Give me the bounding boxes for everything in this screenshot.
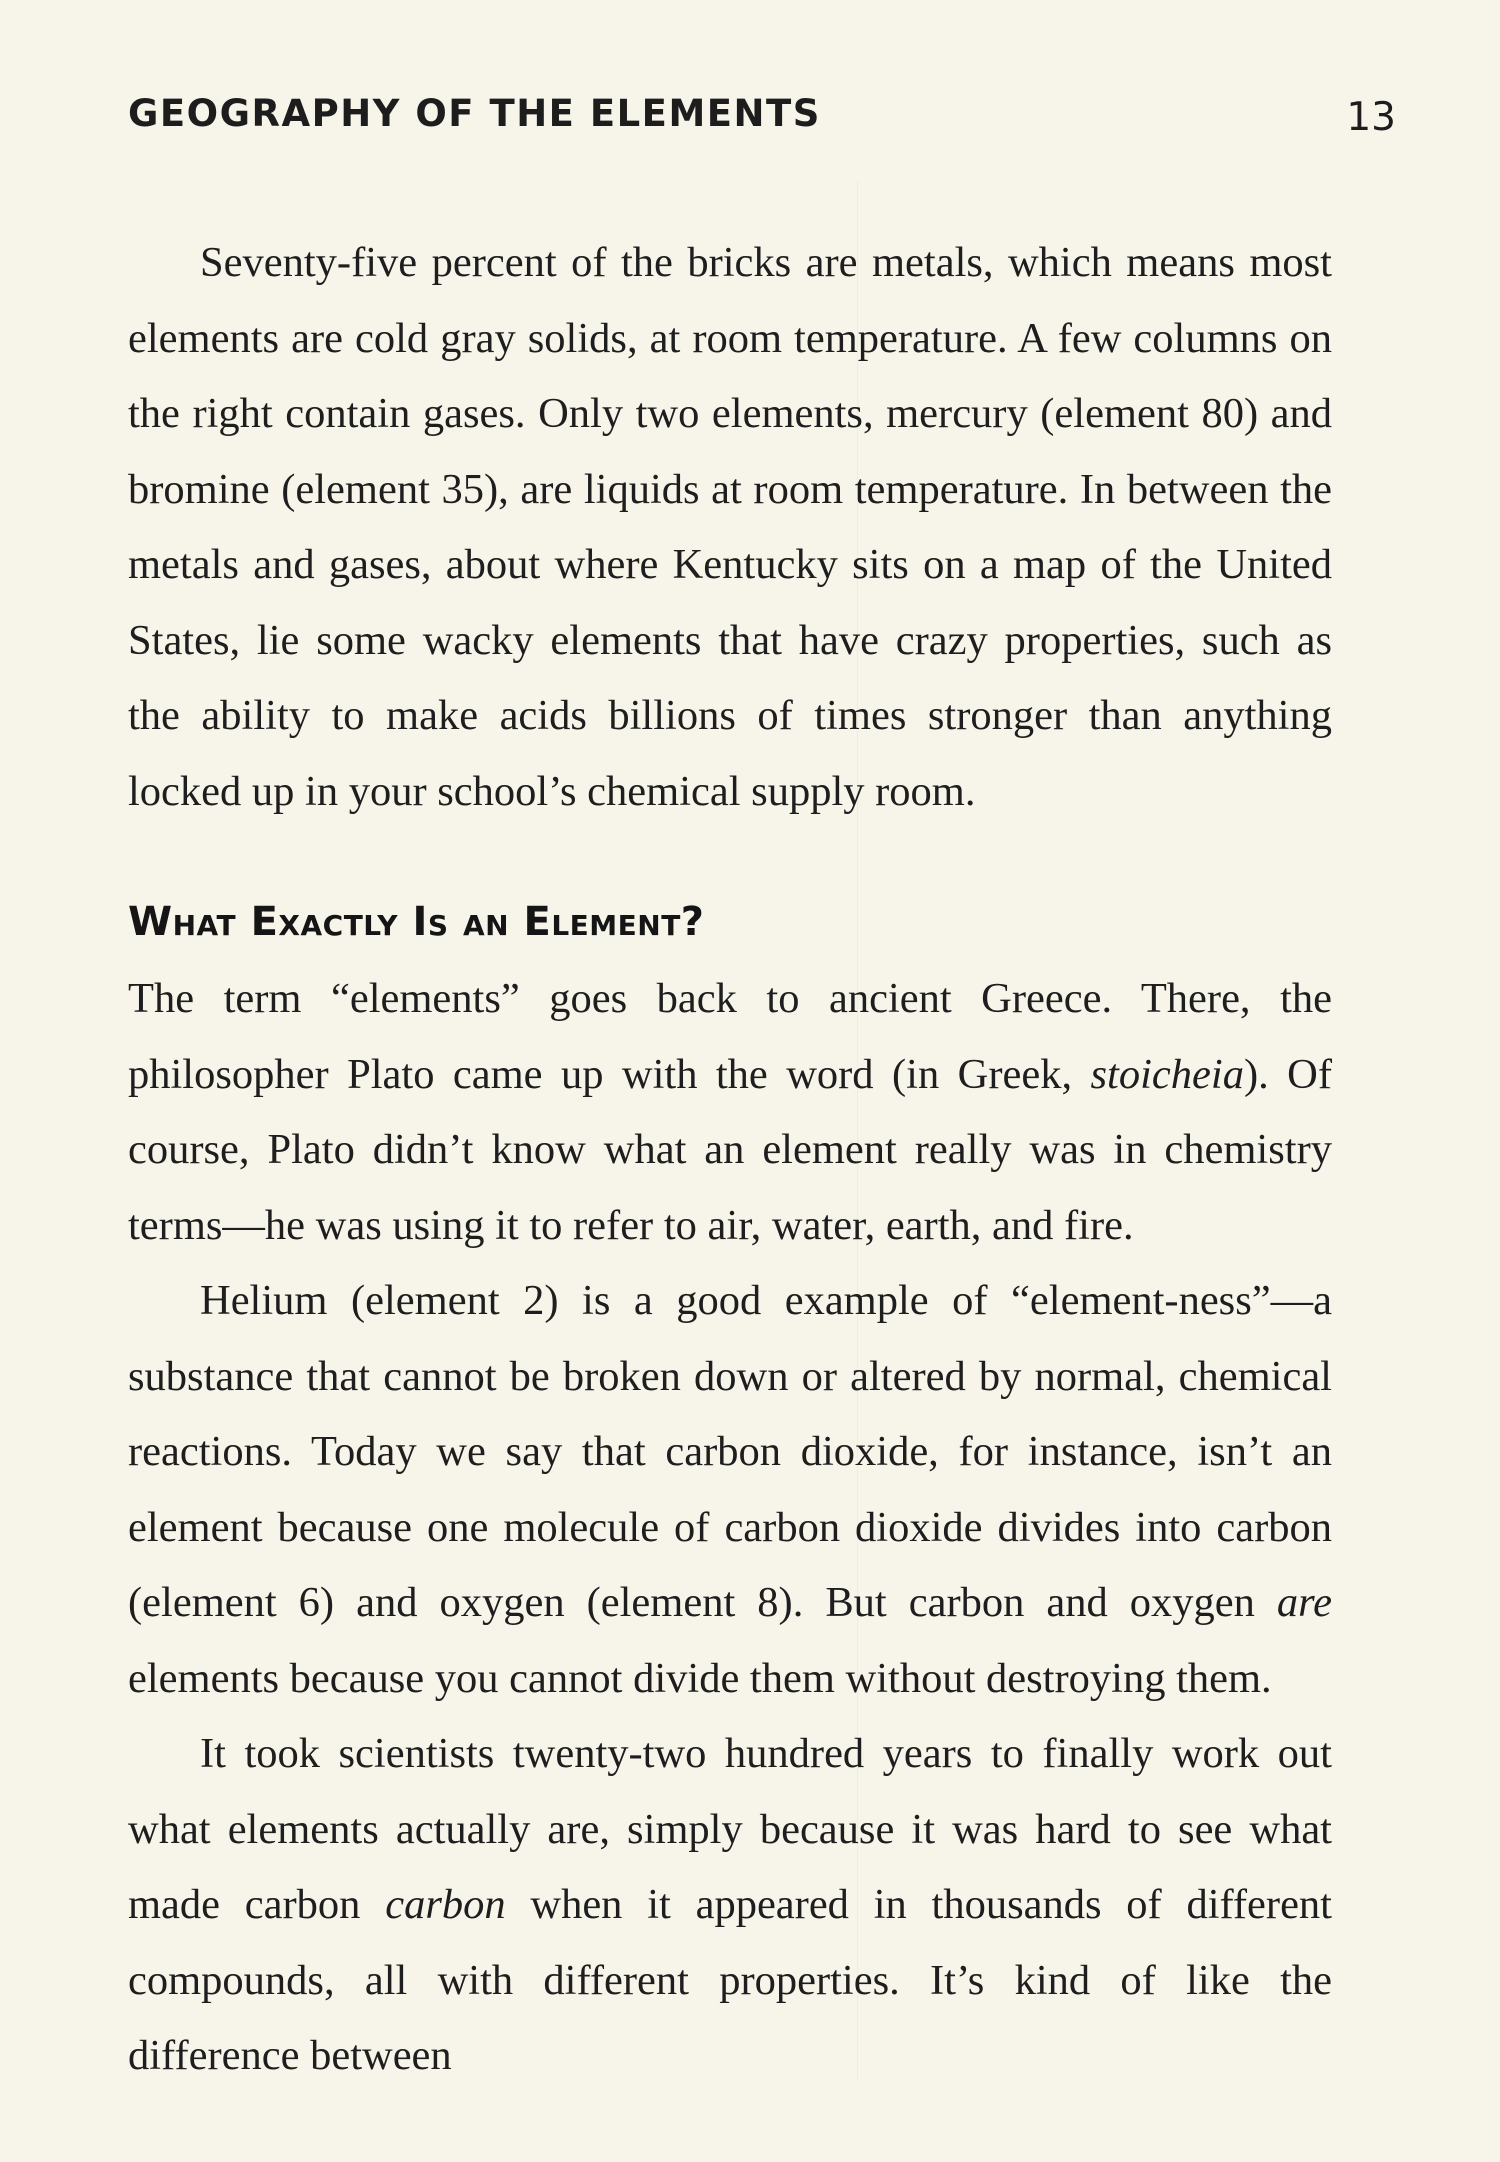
paragraph-4-italic-term: carbon (385, 1881, 506, 1928)
paragraph-2-italic-term: stoicheia (1090, 1050, 1244, 1098)
paragraph-4-text-1: It took scientists twenty-two hundred years to finally work out what elements actually are, simply because it was hard to see what made carbon (128, 1730, 1332, 1928)
paragraph-4 (128, 1716, 1332, 2094)
page-number: 13 (1346, 95, 1396, 140)
running-header (0, 0, 1500, 160)
chapter-title: GEOGRAPHY OF THE ELEMENTS (128, 92, 821, 135)
paragraph-3 (128, 1263, 1332, 1716)
paragraph-4-text-2: when it appeared in thousands of different compounds, all with different properties. It’s kind of like the difference between (128, 1881, 1332, 2079)
paragraph-2 (128, 961, 1332, 1263)
paragraph-2-text-2: ). Of course, Plato didn’t know what an element really was in chemistry terms—he was using it to refer to air, water, earth, and fire. (128, 1050, 1333, 1249)
paragraph-2-text-1: The term “elements” goes back to ancient Greece. There, the philosopher Plato came up with the word (in Greek, (128, 975, 1332, 1098)
paragraph-1: Seventy-five percent of the bricks are metals, which means most elements are cold gray solids, at room temperature. A few columns on the right contain gases. Only two elements, mercury (element 80) and bromine (element 35), are liquids at room temperature. In between the metals and gases, about where Kentucky sits on a map of the United States, lie some wacky elements that have crazy properties, such as the ability to make acids billions of times stronger than anything locked up in your school’s chemical supply room. (128, 239, 1332, 815)
paragraph-3-text-1: Helium (element 2) is a good example of “element-ness”—a substance that cannot be broken down or altered by normal, chemical reactions. Today we say that carbon dioxide, for instance, isn’t an element because one molecule of carbon dioxide divides into carbon (element 6) and oxygen (element 8). But carbon and oxygen (128, 1277, 1332, 1626)
paragraph-3-text-2: elements because you cannot divide them without destroying them. (128, 1654, 1272, 1702)
page-body (128, 225, 1332, 2094)
section-heading: What Exactly Is an Element? (128, 899, 705, 945)
paragraph-3-italic-term: are (1276, 1579, 1332, 1626)
